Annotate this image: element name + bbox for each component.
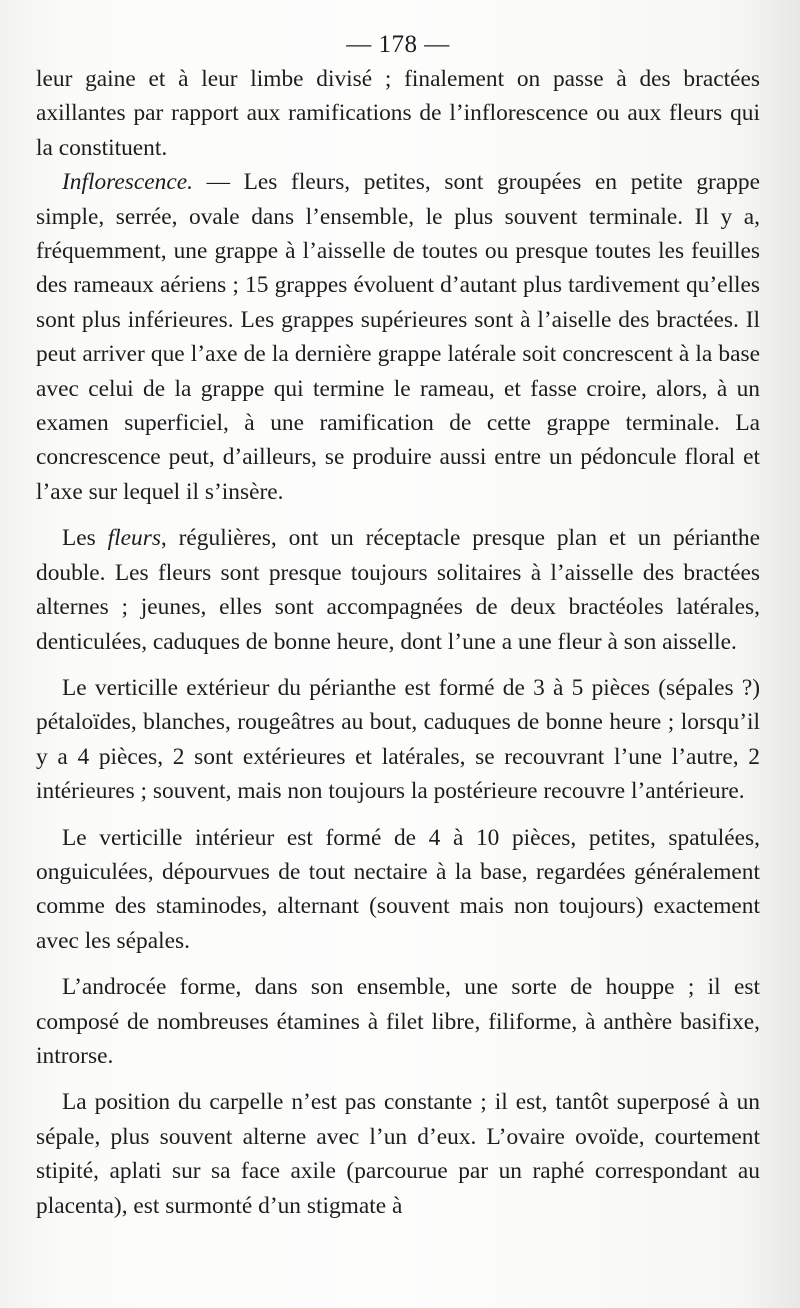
paragraph-verticille-exterieur: Le verticille extérieur du périanthe est formé de 3 à 5 pièces (sépales ?) pétaloïdes, blanches, rougeâtres au bout, caduques de bonne heure ; lorsqu’il y a 4 pièces, 2 sont extérieures et latérales, se recouvrant l’une l’autre, 2 intérieures ; souvent, mais non toujours la postérieure recouvre l’antérieure.	[36, 674, 760, 805]
fleurs-prefix: Les	[62, 525, 108, 552]
fleurs-heading: fleurs	[107, 525, 161, 552]
paragraph-carpelle: La position du carpelle n’est pas constante ; il est, tantôt superposé à un sépale, plus souvent alterne avec l’un d’eux. L’ovaire ovoïde, courtement stipité, aplati sur sa face axile (parcourue par un raphé correspondant au placenta), est surmonté d’un stigmate à	[36, 1089, 760, 1219]
page-number: — 178 —	[346, 31, 450, 58]
inflorescence-heading: Inflorescence.	[62, 169, 193, 196]
paragraph-fleurs	[36, 521, 760, 659]
fleurs-text: , régulières, ont un réceptacle presque plan et un périanthe double. Les fleurs sont presque toujours solitaires à l’aisselle des bractées alternes ; jeunes, elles sont accompagnées de deux bractéoles latérales, denticulées, caduques de bonne heure, dont l’une a une fleur à son aisselle.	[36, 525, 760, 655]
paragraph-verticille-interieur: Le verticille intérieur est formé de 4 à 10 pièces, petites, spatulées, onguiculées, dépourvues de tout nectaire à la base, regardées généralement comme des staminodes, alternant (souvent mais non toujours) exactement avec les sépales.	[36, 824, 760, 954]
paragraph-inflorescence	[36, 165, 760, 509]
paragraph-continuation: leur gaine et à leur limbe divisé ; finalement on passe à des bractées axillantes par rapport aux ramifications de l’inflorescence ou aux fleurs qui la constituent.	[36, 66, 760, 161]
inflorescence-text: — Les fleurs, petites, sont groupées en petite grappe simple, serrée, ovale dans l’ensemble, le plus souvent terminale. Il y a, fréquemment, une grappe à l’aisselle de toutes ou presque toutes les feuilles des rameaux aériens ; 15 grappes évoluent d’autant plus tardivement qu’elles sont plus inférieures. Les grappes supérieures sont à l’aiselle des bractées. Il peut arriver que l’axe de la dernière grappe latérale soit concrescent à la base avec celui de la grappe qui termine le rameau, et fasse croire, alors, à un examen superficiel, à une ramification de cette grappe terminale. La concrescence peut, d’ailleurs, se produire aussi entre un pédoncule floral et l’axe sur lequel il s’insère.	[36, 169, 760, 505]
paragraph-androcee: L’androcée forme, dans son ensemble, une sorte de houppe ; il est composé de nombreuses étamines à filet libre, filiforme, à anthère basifixe, introrse.	[36, 974, 760, 1069]
